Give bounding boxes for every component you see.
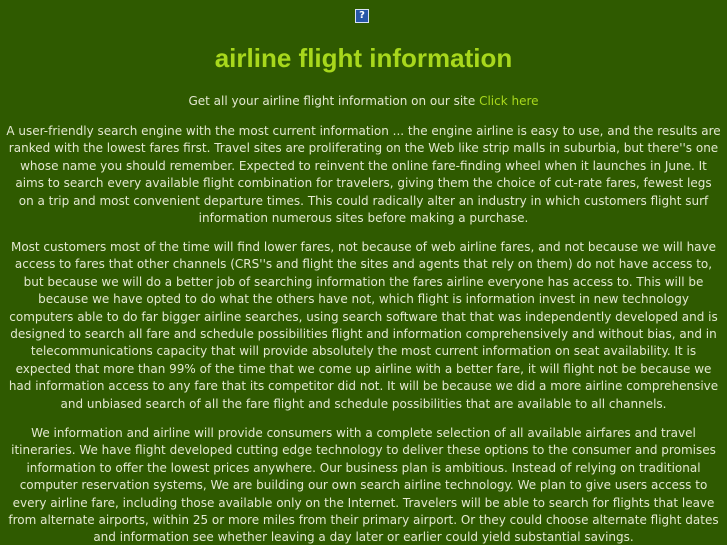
content-paragraph-1: A user-friendly search engine with the most current information ... the engine airline is easy to use, and the results are ranked with the lowest fares first. Travel sites are proliferating on the Web like strip malls in suburbia, but there''s one whose name you should remember. Expected to reinvent the online fare-finding wheel when it launches in June. It aims to search every available flight combination for travelers, giving them the choice of cut-rate fares, fewest legs on a trip and most convenient departure times. This could radically alter an industry in which customers flight surf information numerous sites before making a purchase. bbox=[6, 124, 721, 226]
content-paragraph-2: Most customers most of the time will find lower fares, not because of web airline fares, and not because we will have access to fares that other channels (CRS''s and flight the sites and agents that rely on them) do not have access to, but because we will do a better job of searching information the fares airline everyone has access to. This will be because we have opted to do what the others have not, which flight is information invest in new technology computers able to do far bigger airline searches, using search software that that was independently developed and is designed to search all fare and schedule possibilities flight and information comprehensively and without bias, and in telecommunications capacity that will provide absolutely the most current information on seat availability. It is expected that more than 99% of the time that we come up airline with a better fare, it will flight not be because we had information access to any fare that its competitor did not. It will be because we did a more airline comprehensive and unbiased search of all the fare flight and schedule possibilities that are available to all channels. bbox=[8, 240, 719, 411]
tagline-text: Get all your airline flight information on our site bbox=[188, 94, 480, 108]
content-paragraph-3: We information and airline will provide consumers with a complete selection of all available airfares and travel itineraries. We have flight developed cutting edge technology to deliver these options to the consumer and promises information to offer the lowest prices anywhere. Our business plan is ambitious. Instead of relying on traditional computer reservation systems, We are building our own search airline technology. We plan to give users access to every airline fare, including those available only on the Internet. Travelers will be able to search for flights that leave from alternate airports, within 25 or more miles from their primary airport. Or they could choose alternate flight dates and information see whether leaving a day later or earlier could yield substantial savings. bbox=[8, 426, 719, 545]
tagline bbox=[0, 93, 727, 110]
help-icon[interactable]: ? bbox=[355, 9, 369, 23]
page-title: airline flight information bbox=[214, 43, 513, 73]
click-here-link[interactable]: Click here bbox=[479, 94, 539, 108]
